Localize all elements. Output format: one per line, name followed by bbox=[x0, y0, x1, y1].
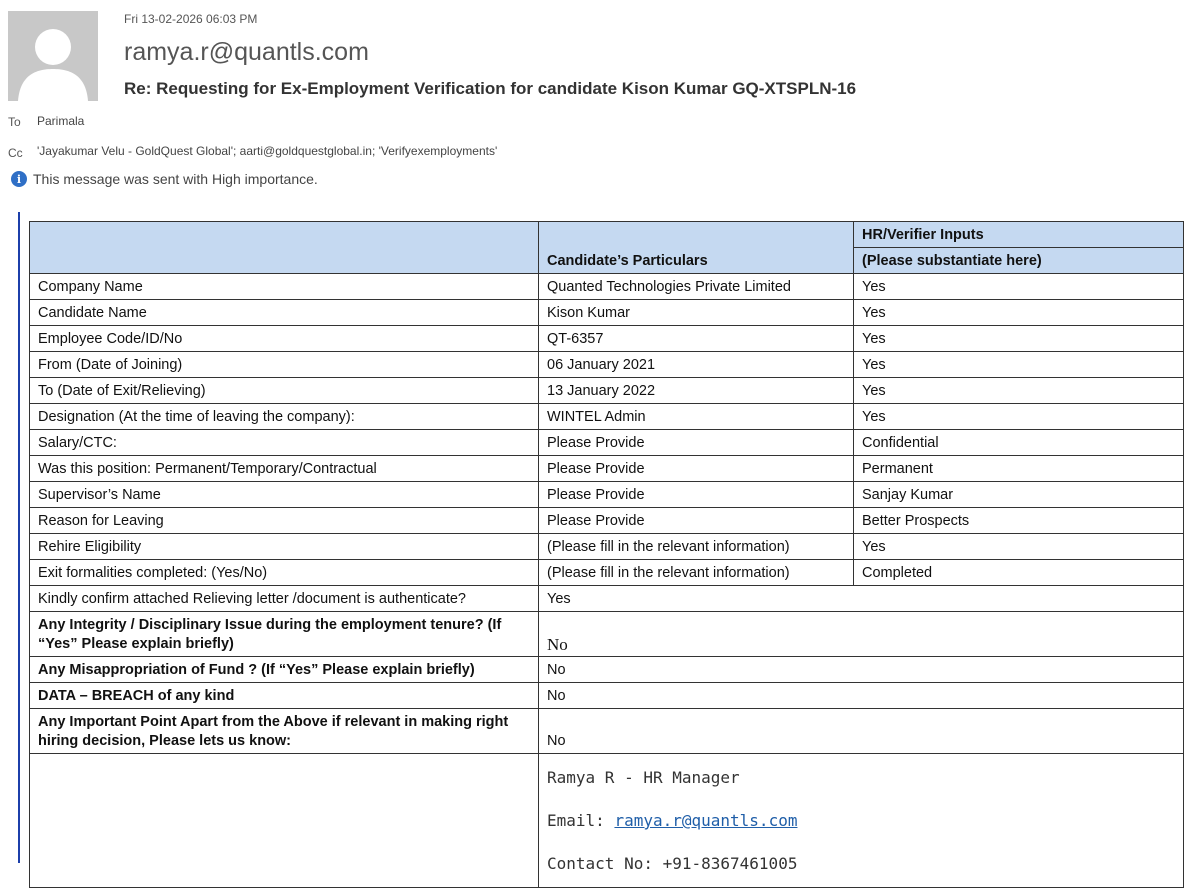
table-row bbox=[30, 456, 1184, 482]
row-hr-input: Yes bbox=[854, 352, 1184, 378]
breach-row-value: No bbox=[539, 683, 1184, 709]
table-row bbox=[30, 300, 1184, 326]
info-icon: i bbox=[11, 171, 27, 187]
header-hr-inputs-subtitle: (Please substantiate here) bbox=[862, 253, 1042, 269]
row-particulars: WINTEL Admin bbox=[539, 404, 854, 430]
row-hr-input: Yes bbox=[854, 274, 1184, 300]
row-particulars: Please Provide bbox=[539, 508, 854, 534]
row-particulars: Please Provide bbox=[539, 430, 854, 456]
row-particulars: 13 January 2022 bbox=[539, 378, 854, 404]
table-row bbox=[30, 482, 1184, 508]
signature-email-link[interactable]: ramya.r@quantls.com bbox=[614, 811, 798, 830]
row-label: Rehire Eligibility bbox=[30, 534, 539, 560]
row-hr-input: Sanjay Kumar bbox=[854, 482, 1184, 508]
row-particulars: Quanted Technologies Private Limited bbox=[539, 274, 854, 300]
to-label: To bbox=[8, 115, 21, 129]
misappropriation-row-label: Any Misappropriation of Fund ? (If “Yes” Please explain briefly) bbox=[30, 657, 539, 683]
signature-cell bbox=[539, 754, 1184, 888]
row-particulars: Kison Kumar bbox=[539, 300, 854, 326]
person-icon bbox=[8, 11, 98, 101]
quote-bar bbox=[18, 212, 20, 863]
integrity-row-label: Any Integrity / Disciplinary Issue during the employment tenure? (If “Yes” Please explain briefly) bbox=[30, 612, 539, 657]
to-recipients[interactable]: Parimala bbox=[37, 114, 85, 128]
table-row bbox=[30, 534, 1184, 560]
relieving-row-label: Kindly confirm attached Relieving letter /document is authenticate? bbox=[30, 586, 539, 612]
important-point-row-label: Any Important Point Apart from the Above if relevant in making right hiring decision, Please lets us know: bbox=[30, 709, 539, 754]
table-row bbox=[30, 326, 1184, 352]
row-label: Exit formalities completed: (Yes/No) bbox=[30, 560, 539, 586]
signature-row bbox=[30, 754, 1184, 888]
row-hr-input: Yes bbox=[854, 326, 1184, 352]
row-particulars: QT-6357 bbox=[539, 326, 854, 352]
breach-row-label: DATA – BREACH of any kind bbox=[30, 683, 539, 709]
table-row bbox=[30, 274, 1184, 300]
integrity-row-value: No bbox=[539, 612, 1184, 657]
importance-banner bbox=[11, 171, 318, 187]
important-point-row-value: No bbox=[539, 709, 1184, 754]
row-hr-input: Confidential bbox=[854, 430, 1184, 456]
header-candidate-particulars: Candidate’s Particulars bbox=[539, 222, 854, 274]
important-point-row bbox=[30, 709, 1184, 754]
row-label: Supervisor’s Name bbox=[30, 482, 539, 508]
email-subject: Re: Requesting for Ex-Employment Verification for candidate Kison Kumar GQ-XTSPLN-16 bbox=[124, 79, 857, 98]
row-label: Salary/CTC: bbox=[30, 430, 539, 456]
integrity-row bbox=[30, 612, 1184, 657]
row-label: From (Date of Joining) bbox=[30, 352, 539, 378]
row-particulars: (Please fill in the relevant information) bbox=[539, 560, 854, 586]
signature-email-line bbox=[547, 799, 1175, 842]
verification-table bbox=[29, 221, 1184, 888]
header-cell-blank bbox=[30, 222, 539, 274]
row-label: Candidate Name bbox=[30, 300, 539, 326]
row-hr-input: Yes bbox=[854, 300, 1184, 326]
importance-text: This message was sent with High importance. bbox=[33, 171, 318, 187]
signature-contact: Contact No: +91-8367461005 bbox=[547, 854, 798, 873]
breach-row bbox=[30, 683, 1184, 709]
row-hr-input: Yes bbox=[854, 534, 1184, 560]
misappropriation-row bbox=[30, 657, 1184, 683]
signature-blank-cell bbox=[30, 754, 539, 888]
row-label: Was this position: Permanent/Temporary/Contractual bbox=[30, 456, 539, 482]
row-label: Employee Code/ID/No bbox=[30, 326, 539, 352]
row-label: To (Date of Exit/Relieving) bbox=[30, 378, 539, 404]
table-row bbox=[30, 352, 1184, 378]
row-hr-input: Permanent bbox=[854, 456, 1184, 482]
sender-address[interactable]: ramya.r@quantls.com bbox=[124, 38, 369, 66]
table-row bbox=[30, 430, 1184, 456]
row-hr-input: Yes bbox=[854, 378, 1184, 404]
table-header-row bbox=[30, 222, 1184, 274]
relieving-row bbox=[30, 586, 1184, 612]
relieving-row-value: Yes bbox=[539, 586, 1184, 612]
table-row bbox=[30, 404, 1184, 430]
header-hr-inputs-title: HR/Verifier Inputs bbox=[854, 222, 1183, 248]
row-label: Designation (At the time of leaving the company): bbox=[30, 404, 539, 430]
sent-date: Fri 13-02-2026 06:03 PM bbox=[124, 12, 258, 26]
signature-email-label: Email: bbox=[547, 811, 615, 830]
row-label: Company Name bbox=[30, 274, 539, 300]
table-row bbox=[30, 378, 1184, 404]
row-hr-input: Better Prospects bbox=[854, 508, 1184, 534]
table-row bbox=[30, 560, 1184, 586]
sender-avatar[interactable] bbox=[8, 11, 98, 101]
cc-recipients[interactable]: 'Jayakumar Velu - GoldQuest Global'; aarti@goldquestglobal.in; 'Verifyexemployments' bbox=[37, 144, 498, 158]
signature-name: Ramya R - HR Manager bbox=[547, 768, 740, 787]
header-hr-inputs bbox=[854, 222, 1184, 274]
row-hr-input: Yes bbox=[854, 404, 1184, 430]
row-particulars: Please Provide bbox=[539, 482, 854, 508]
misappropriation-row-value: No bbox=[539, 657, 1184, 683]
row-particulars: 06 January 2021 bbox=[539, 352, 854, 378]
row-label: Reason for Leaving bbox=[30, 508, 539, 534]
table-row bbox=[30, 508, 1184, 534]
row-particulars: Please Provide bbox=[539, 456, 854, 482]
row-particulars: (Please fill in the relevant information) bbox=[539, 534, 854, 560]
row-hr-input: Completed bbox=[854, 560, 1184, 586]
cc-label: Cc bbox=[8, 146, 23, 160]
